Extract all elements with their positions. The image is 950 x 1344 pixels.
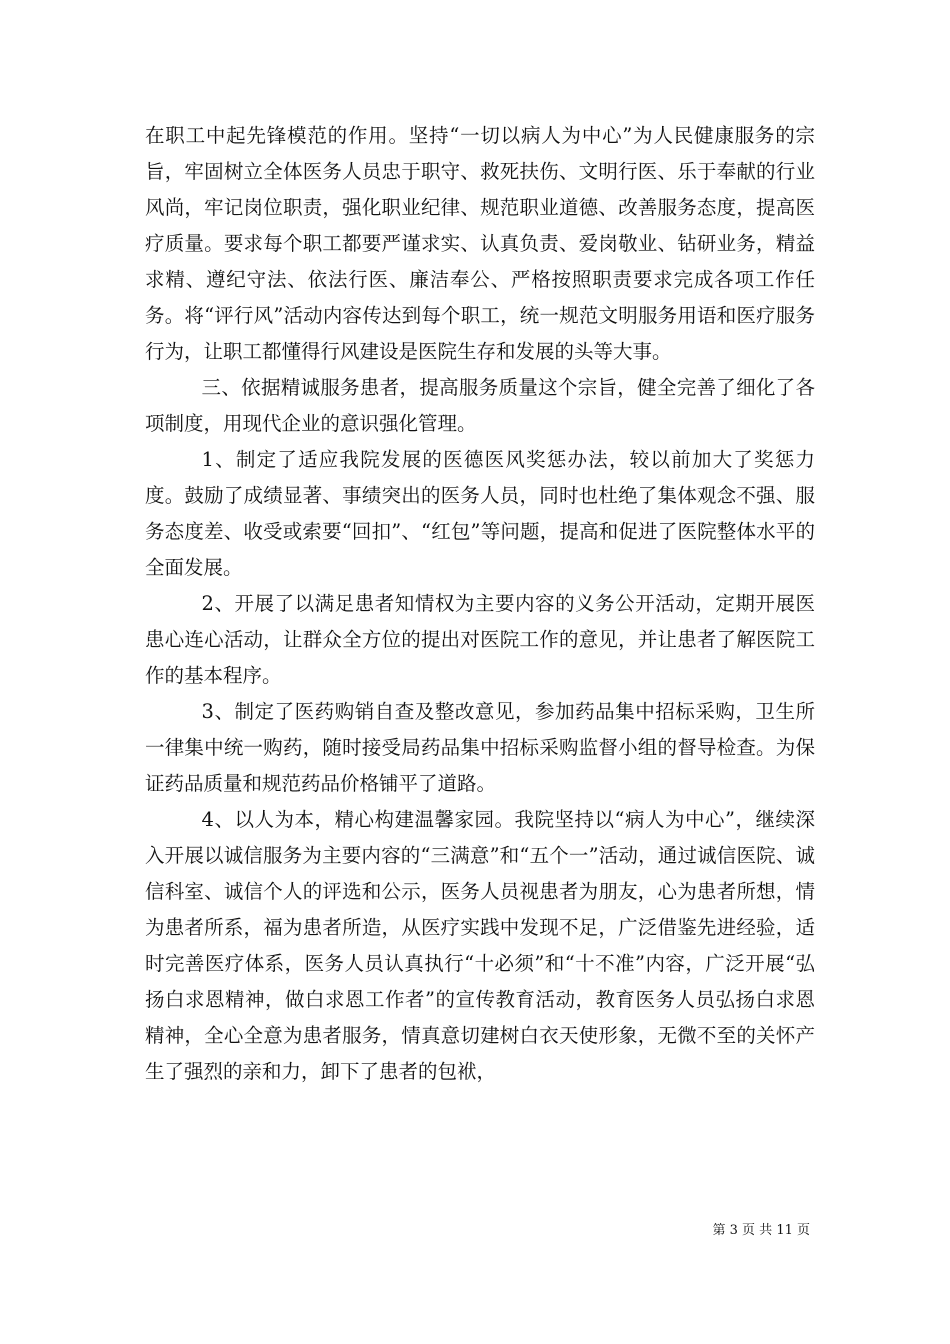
paragraph-4: 2、开展了以满足患者知情权为主要内容的义务公开活动，定期开展医患心连心活动，让群众全方位的提出对医院工作的意见，并让患者了解医院工作的基本程序。: [145, 592, 815, 687]
page-number-footer: 第 3 页 共 11 页: [712, 1223, 810, 1238]
paragraph-3: 1、制定了适应我院发展的医德医风奖惩办法，较以前加大了奖惩力度。鼓励了成绩显著、事绩突出的医务人员，同时也杜绝了集体观念不强、服务态度差、收受或索要“回扣”、“红包”等问题，提高和促进了医院整体水平的全面发展。: [145, 448, 815, 579]
paragraph-5: 3、制定了医药购销自查及整改意见，参加药品集中招标采购，卫生所一律集中统一购药，随时接受局药品集中招标采购监督小组的督导检查。为保证药品质量和规范药品价格铺平了道路。: [145, 700, 815, 795]
paragraph-2: 三、依据精诚服务患者，提高服务质量这个宗旨，健全完善了细化了各项制度，用现代企业的意识强化管理。: [145, 376, 815, 435]
paragraph-6: 4、以人为本，精心构建温馨家园。我院坚持以“病人为中心”，继续深入开展以诚信服务为主要内容的“三满意”和“五个一”活动，通过诚信医院、诚信科室、诚信个人的评选和公示，医务人员视患者为朋友，心为患者所想，情为患者所系，福为患者所造，从医疗实践中发现不足，广泛借鉴先进经验，适时完善医疗体系，医务人员认真执行“十必须”和“十不准”内容，广泛开展“弘扬白求恩精神，做白求恩工作者”的宣传教育活动，教育医务人员弘扬白求恩精神，全心全意为患者服务，情真意切建树白衣天使形象，无微不至的关怀产生了强烈的亲和力，卸下了患者的包袱，: [145, 808, 815, 1083]
document-body: [145, 118, 815, 1090]
paragraph-1: 在职工中起先锋模范的作用。坚持“一切以病人为中心”为人民健康服务的宗旨，牢固树立全体医务人员忠于职守、救死扶伤、文明行医、乐于奉献的行业风尚，牢记岗位职责，强化职业纪律、规范职业道德、改善服务态度，提高医疗质量。要求每个职工都要严谨求实、认真负责、爱岗敬业、钻研业务，精益求精、遵纪守法、依法行医、廉洁奉公、严格按照职责要求完成各项工作任务。将“评行风”活动内容传达到每个职工，统一规范文明服务用语和医疗服务行为，让职工都懂得行风建设是医院生存和发展的头等大事。: [145, 124, 815, 363]
